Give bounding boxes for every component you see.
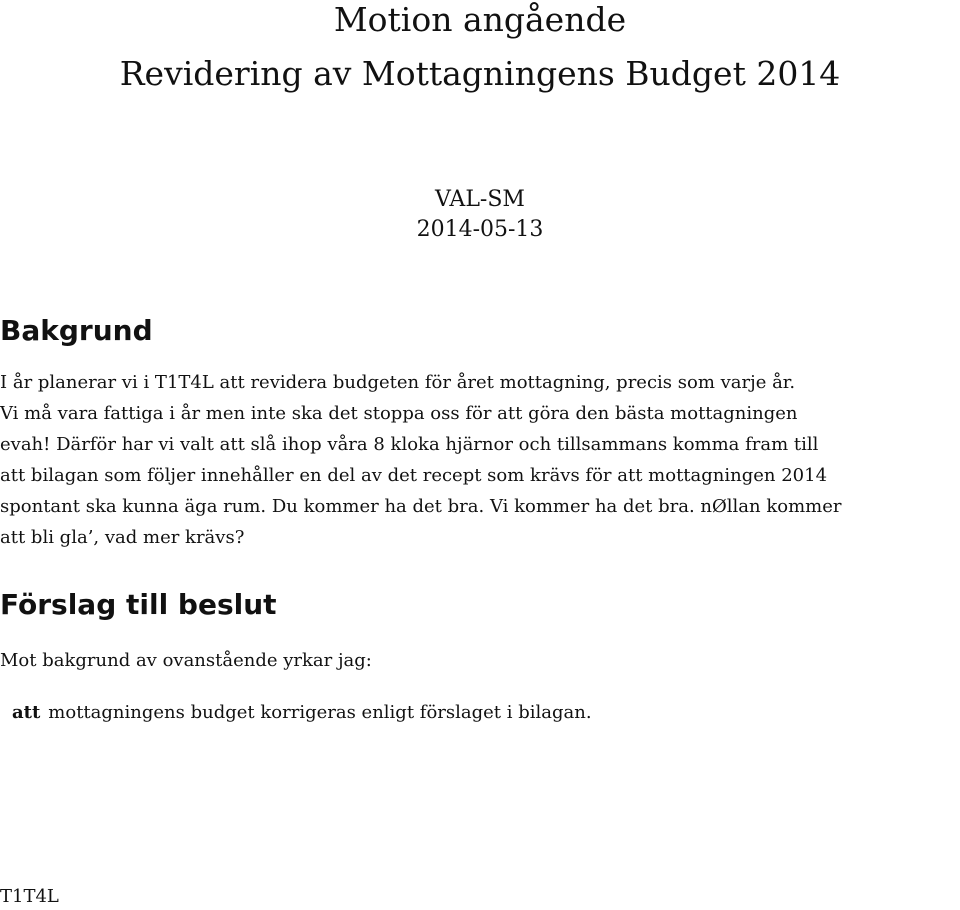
- paragraph-line: I år planerar vi i T1T4L att revidera budgeten för året mottagning, precis som varje år.: [0, 372, 796, 393]
- document-date: 2014-05-13: [416, 217, 544, 242]
- document-author: VAL-SM: [435, 187, 525, 212]
- proposal-item-term: att: [12, 702, 41, 723]
- proposal-item-text: mottagningens budget korrigeras enligt förslaget i bilagan.: [48, 702, 592, 723]
- proposal-intro: Mot bakgrund av ovanstående yrkar jag:: [0, 650, 372, 671]
- section-heading-background: Bakgrund: [0, 314, 153, 347]
- paragraph-line: evah! Därför har vi valt att slå ihop våra 8 kloka hjärnor och tillsammans komma fram till: [0, 434, 819, 455]
- background-paragraph: [0, 367, 960, 553]
- paragraph-line: att bli gla’, vad mer krävs?: [0, 527, 245, 548]
- paragraph-line: Vi må vara fattiga i år men inte ska det stoppa oss för att göra den bästa mottagningen: [0, 403, 798, 424]
- page-footer: T1T4L: [0, 886, 59, 907]
- paragraph-line: spontant ska kunna äga rum. Du kommer ha det bra. Vi kommer ha det bra. nØllan kommer: [0, 496, 842, 517]
- paragraph-line: att bilagan som följer innehåller en del av det recept som krävs för att mottagningen 2014: [0, 465, 828, 486]
- document-title-line-2: Revidering av Mottagningens Budget 2014: [119, 54, 841, 93]
- section-heading-proposal: Förslag till beslut: [0, 588, 277, 621]
- document-title-line-1: Motion angående: [333, 0, 627, 39]
- proposal-item: [12, 698, 592, 728]
